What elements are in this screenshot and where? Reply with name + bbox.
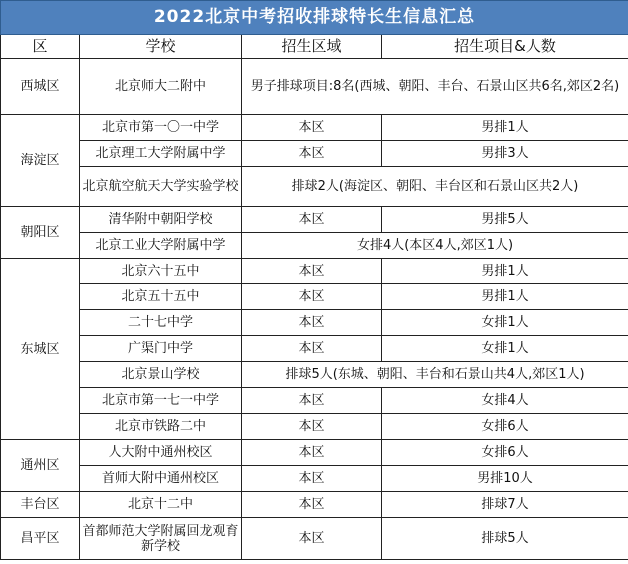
- project-cell: 排球7人: [382, 492, 628, 518]
- table-row: [1, 167, 628, 207]
- area-cell: 本区: [242, 259, 382, 284]
- project-cell: 女排6人: [382, 414, 628, 440]
- project-cell: 男排5人: [382, 207, 628, 233]
- header-area: 招生区域: [242, 35, 382, 59]
- header-project: 招生项目&人数: [382, 35, 628, 59]
- school-cell: 北京工业大学附属中学: [80, 233, 242, 259]
- header-school: 学校: [80, 35, 242, 59]
- project-cell: 男排10人: [382, 466, 628, 492]
- area-project-cell: 男子排球项目:8名(西城、朝阳、丰台、石景山区共6名,郊区2名): [242, 59, 628, 115]
- district-cell: 丰台区: [1, 492, 80, 518]
- table-row: [1, 284, 628, 310]
- area-cell: 本区: [242, 492, 382, 518]
- district-cell: 东城区: [1, 259, 80, 440]
- school-cell: 首都师范大学附属回龙观育新学校: [80, 518, 242, 560]
- school-cell: 北京六十五中: [80, 259, 242, 284]
- district-cell: 西城区: [1, 59, 80, 115]
- area-project-cell: 女排4人(本区4人,郊区1人): [242, 233, 628, 259]
- table-row: [1, 59, 628, 115]
- school-cell: 北京十二中: [80, 492, 242, 518]
- table-row: [1, 141, 628, 167]
- school-cell: 北京市铁路二中: [80, 414, 242, 440]
- district-cell: 昌平区: [1, 518, 80, 560]
- school-cell: 首师大附中通州校区: [80, 466, 242, 492]
- area-cell: 本区: [242, 207, 382, 233]
- school-cell: 北京景山学校: [80, 362, 242, 388]
- area-cell: 本区: [242, 336, 382, 362]
- project-cell: 男排1人: [382, 284, 628, 310]
- table-row: [1, 310, 628, 336]
- table-row: [1, 440, 628, 466]
- table-row: [1, 259, 628, 284]
- school-cell: 北京师大二附中: [80, 59, 242, 115]
- area-cell: 本区: [242, 115, 382, 141]
- project-cell: 女排1人: [382, 336, 628, 362]
- area-project-cell: 排球2人(海淀区、朝阳、丰台区和石景山区共2人): [242, 167, 628, 207]
- district-cell: 朝阳区: [1, 207, 80, 259]
- project-cell: 女排1人: [382, 310, 628, 336]
- table-row: [1, 492, 628, 518]
- area-project-cell: 排球5人(东城、朝阳、丰台和石景山共4人,郊区1人): [242, 362, 628, 388]
- school-cell: 北京航空航天大学实验学校: [80, 167, 242, 207]
- school-cell: 人大附中通州校区: [80, 440, 242, 466]
- district-cell: 海淀区: [1, 115, 80, 207]
- area-cell: 本区: [242, 440, 382, 466]
- area-cell: 本区: [242, 284, 382, 310]
- table-row: [1, 336, 628, 362]
- school-cell: 北京理工大学附属中学: [80, 141, 242, 167]
- table-row: [1, 466, 628, 492]
- area-cell: 本区: [242, 310, 382, 336]
- project-cell: 女排4人: [382, 388, 628, 414]
- school-cell: 广渠门中学: [80, 336, 242, 362]
- table-row: [1, 233, 628, 259]
- district-cell: 通州区: [1, 440, 80, 492]
- area-cell: 本区: [242, 388, 382, 414]
- school-cell: 二十七中学: [80, 310, 242, 336]
- header-district: 区: [1, 35, 80, 59]
- table-row: [1, 388, 628, 414]
- project-cell: 女排6人: [382, 440, 628, 466]
- area-cell: 本区: [242, 141, 382, 167]
- table-row: [1, 362, 628, 388]
- table-title: 2022北京中考招收排球特长生信息汇总: [1, 1, 628, 35]
- school-cell: 北京市第一〇一中学: [80, 115, 242, 141]
- school-cell: 清华附中朝阳学校: [80, 207, 242, 233]
- table-row: [1, 518, 628, 560]
- school-cell: 北京五十五中: [80, 284, 242, 310]
- project-cell: 男排3人: [382, 141, 628, 167]
- area-cell: 本区: [242, 466, 382, 492]
- table-row: [1, 414, 628, 440]
- area-cell: 本区: [242, 414, 382, 440]
- project-cell: 排球5人: [382, 518, 628, 560]
- area-cell: 本区: [242, 518, 382, 560]
- school-cell: 北京市第一七一中学: [80, 388, 242, 414]
- project-cell: 男排1人: [382, 115, 628, 141]
- project-cell: 男排1人: [382, 259, 628, 284]
- table-row: [1, 115, 628, 141]
- table-row: [1, 207, 628, 233]
